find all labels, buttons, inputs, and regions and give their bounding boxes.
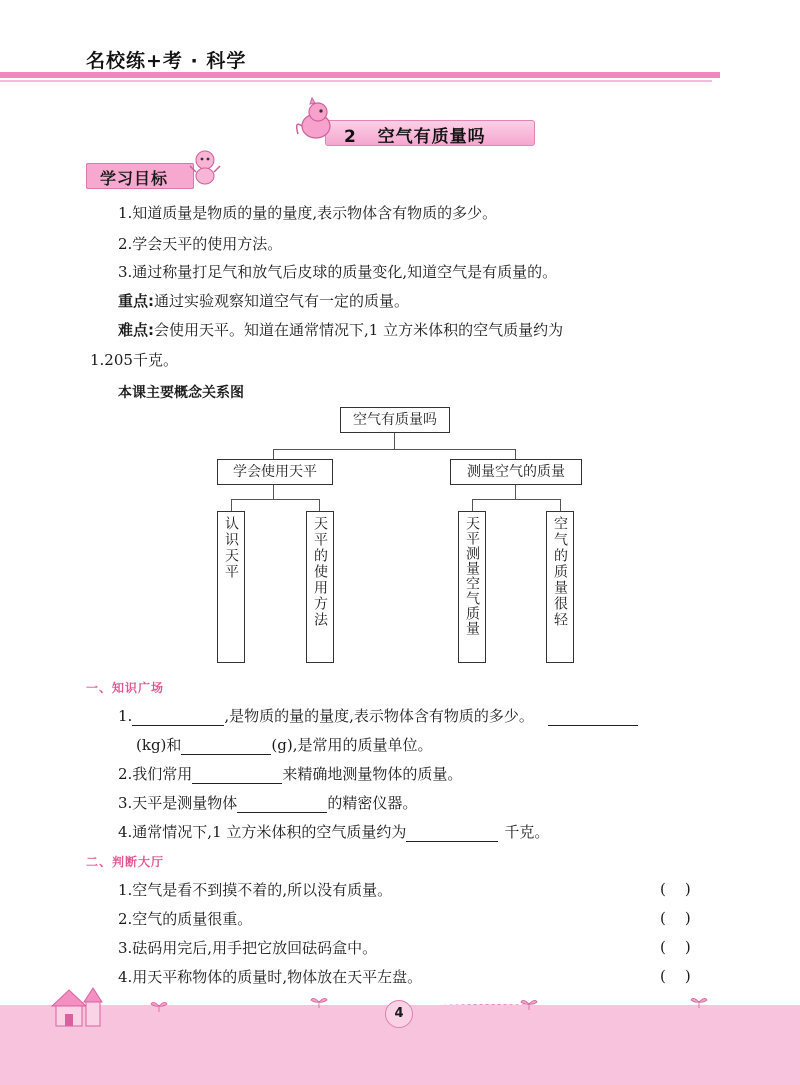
lesson-name: 空气有质量吗: [377, 127, 486, 147]
book-title: 名校练+考 · 科学: [86, 50, 247, 72]
concept-leaf-4: [546, 511, 574, 663]
connector: [472, 499, 473, 511]
question-1-cont: [136, 735, 432, 755]
q4-blank[interactable]: [406, 826, 498, 842]
q3-text: 的精密仪器。: [327, 794, 418, 812]
q2-blank[interactable]: [192, 768, 282, 784]
key-point-text: 通过实验观察知道空气有一定的质量。: [154, 292, 410, 310]
lesson-number: 2: [344, 127, 357, 147]
concept-root: 空气有质量吗: [340, 407, 450, 433]
section-knowledge-heading: 一、知识广场: [86, 681, 165, 695]
judgment-item-2: 2.空气的质量很重。: [118, 910, 253, 928]
q1-kg: (kg)和: [136, 736, 182, 754]
connector: [515, 485, 516, 499]
connector: [319, 499, 320, 511]
question-4: [118, 822, 549, 842]
header-divider-thin: [0, 80, 712, 82]
concept-leaf-1: [217, 511, 245, 663]
key-point: [118, 291, 409, 311]
goals-label: 学习目标: [100, 169, 169, 188]
concept-leaf-1-text: 认识天平: [223, 516, 239, 580]
question-1: [118, 706, 638, 726]
connector: [394, 433, 395, 449]
difficulty-text-cont: 1.205千克。: [90, 351, 178, 369]
q3-blank[interactable]: [237, 797, 327, 813]
judgment-answer-3[interactable]: ( ): [660, 938, 691, 956]
goal-item-1: 1.知道质量是物质的量的量度,表示物体含有物质的多少。: [118, 204, 498, 222]
judgment-item-4: 4.用天平称物体的质量时,物体放在天平左盘。: [118, 968, 423, 986]
q4-text: 千克。: [504, 823, 550, 841]
question-2: [118, 764, 462, 784]
connector: [231, 499, 232, 511]
connector: [273, 449, 274, 459]
q2-text: 来精确地测量物体的质量。: [282, 765, 463, 783]
q4-prefix: 4.通常情况下,1 立方米体积的空气质量约为: [118, 823, 407, 841]
goal-item-2: 2.学会天平的使用方法。: [118, 235, 283, 253]
bee-mascot-icon: [188, 148, 222, 186]
connector: [560, 499, 561, 511]
q1-blank-3[interactable]: [181, 739, 271, 755]
judgment-item-3: 3.砝码用完后,用手把它放回砝码盒中。: [118, 939, 378, 957]
header-divider: [0, 72, 720, 78]
judgment-answer-4[interactable]: ( ): [660, 967, 691, 985]
connector: [472, 499, 561, 500]
section-judgment-heading: 二、判断大厅: [86, 855, 165, 869]
concept-map-title: 本课主要概念关系图: [118, 385, 244, 401]
sprout-icon: [520, 998, 538, 1010]
sprout-icon: [310, 996, 328, 1008]
connector: [231, 499, 320, 500]
q2-prefix: 2.我们常用: [118, 765, 193, 783]
question-3: [118, 793, 417, 813]
judgment-answer-1[interactable]: ( ): [660, 880, 691, 898]
connector: [515, 449, 516, 459]
difficulty-text: 会使用天平。知道在通常情况下,1 立方米体积的空气质量约为: [154, 321, 564, 339]
q1-text: ,是物质的量的量度,表示物体含有物质的多少。: [224, 707, 534, 725]
sprout-icon: [150, 1000, 168, 1012]
sprout-icon: [690, 996, 708, 1008]
goal-item-3: 3.通过称量打足气和放气后皮球的质量变化,知道空气是有质量的。: [118, 263, 558, 281]
concept-leaf-3: [458, 511, 486, 663]
concept-leaf-2: [306, 511, 334, 663]
judgment-item-1: 1.空气是看不到摸不着的,所以没有质量。: [118, 881, 393, 899]
concept-leaf-4-text: 空气的质量很轻: [552, 516, 568, 628]
key-point-label: 重点:: [118, 292, 154, 310]
page-number: 4: [385, 1000, 413, 1028]
q1-prefix: 1.: [118, 707, 133, 725]
house-icon: [48, 982, 108, 1028]
difficulty-label: 难点:: [118, 321, 154, 339]
concept-leaf-2-text: 天平的使用方法: [312, 516, 328, 628]
concept-branch-right: 测量空气的质量: [450, 459, 582, 485]
q3-prefix: 3.天平是测量物体: [118, 794, 238, 812]
connector: [273, 449, 516, 450]
difficulty-point: [118, 320, 563, 340]
concept-leaf-3-text: 天平测量空气质量: [464, 516, 480, 636]
q1-g: (g),是常用的质量单位。: [271, 736, 433, 754]
dragon-mascot-icon: [292, 96, 340, 144]
lesson-title: [344, 122, 486, 147]
concept-branch-left: 学会使用天平: [217, 459, 333, 485]
q1-blank-2[interactable]: [548, 710, 638, 726]
connector: [273, 485, 274, 499]
q1-blank-1[interactable]: [132, 710, 224, 726]
judgment-answer-2[interactable]: ( ): [660, 909, 691, 927]
